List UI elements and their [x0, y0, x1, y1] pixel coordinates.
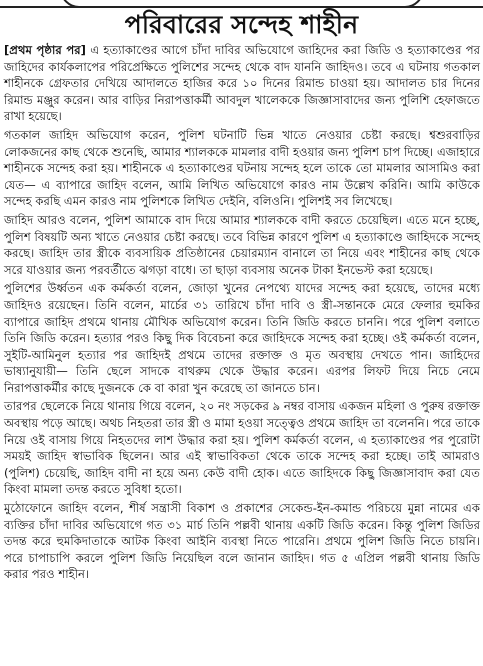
page-bottom-edge — [0, 660, 483, 666]
paragraph: পুলিশের উর্ধ্বতন এক কর্মকর্তা বলেন, জোড়া খুনের নেপথ্যে যাদের সন্দেহ করা হয়েছে, তাদের মধ্যে জাহিদও রয়েছেন। তিনি বলেন, মার্চের ৩১ তারিখে চাঁদা দাবি ও স্ত্রী-সন্তানকে মেরে ফেলার হুমকির ব্যাপারে জাহিদ প্রথমে থানায় মৌখিক অভিযোগ করেন। তিনি জিডি করতে চাননি। পরে পুলিশ বলাতে তিনি জিডি করেন। হত্যার পরও কিছু দিক বিবেচনা করে জাহিদকে সন্দেহ করা হচ্ছে। ওই কর্মকর্তা বলেন, সুইটি-আমিনুল হত্যার পর জাহিদই প্রথমে তাদের রক্তাক্ত ও মৃত অবস্থায় দেখতে পান। জাহিদের ভাষ্যানুযায়ী— তিনি ছেলে সাদকে বাথরুম থেকে উদ্ধার করেন। এরপর লিফট দিয়ে নিচে নেমে নিরাপত্তাকর্মীর কাছে দুজনকে কে বা কারা খুন করেছে তা জানতে চান। — [4, 281, 480, 395]
paragraph: তারপর ছেলেকে নিয়ে থানায় গিয়ে বলেন, ২০ নং সড়কের ৯ নম্বর বাসায় একজন মহিলা ও পুরুষ রক্তাক্ত অবস্থায় পড়ে আছে। অথচ নিহতরা তার স্ত্রী ও মামা হওয়া সত্ত্বেও প্রথমে জাহিদ তা বলেননি। পরে তাকে নিয়ে ওই বাসায় গিয়ে নিহতদের লাশ উদ্ধার করা হয়। পুলিশ কর্মকর্তা বলেন, এ হত্যাকাণ্ডের পর পুরোটা সময়ই জাহিদ স্বাভাবিক ছিলেন। আর এই স্বাভাবিকতা থেকে তাকে সন্দেহ করা হচ্ছে। তাই আমরাও (পুলিশ) চেয়েছি, জাহিদ বাদী না হয়ে অন্য কেউ বাদী হোক। এতে জাহিদকে কিছু জিজ্ঞাসাবাদ করা যেত কিংবা মামলা তদন্ত করতে সুবিধা হতো। — [4, 399, 480, 497]
paragraph: গতকাল জাহিদ অভিযোগ করেন, পুলিশ ঘটনাটি ভিন্ন খাতে নেওয়ার চেষ্টা করছে। শ্বশুরবাড়ির লোকজনের কাছ থেকে শুনেছি, আমার শ্যালককে মামলার বাদী হওয়ার জন্য পুলিশ চাপ দিচ্ছে। এজাহারে শাহীনকে সন্দেহ করা হয়। শাহীনকে এ হত্যাকাণ্ডের ঘটনায় সন্দেহ হলে তাকে তো মামলার আসামিও করা যেত— এ ব্যাপারে জাহিদ বলেন, আমি লিখিত অভিযোগে কারও নাম উল্লেখ করিনি। আমি কাউকে সন্দেহ করছি এমন কারও নাম পুলিশকে লিখিত দেইনি, বলিওনি। পুলিশই সব লিখেছে। — [4, 127, 480, 209]
article-body — [4, 42, 480, 585]
continued-tag: [প্রথম পৃষ্ঠার পর] — [4, 43, 86, 57]
paragraph — [4, 42, 480, 125]
masthead-frame — [60, 0, 424, 8]
paragraph: মুঠোফোনে জাহিদ বলেন, শীর্ষ সন্ত্রাসী বিকাশ ও প্রকাশের সেকেন্ড-ইন-কমান্ড পরিচয়ে মুন্না নামের এক ব্যক্তির চাঁদা দাবির অভিযোগে গত ৩১ মার্চ তিনি পল্লবী থানায় একটি জিডি করেন। কিন্তু পুলিশ জিডির তদন্ত করে হুমকিদাতাকে আটক কিংবা আইনি ব্যবস্থা নিতে পারেনি। প্রথমে পুলিশ জিডি নিতে চায়নি। পরে চাপাচাপি করলে পুলিশ জিডি নিয়েছিল বলে জানান জাহিদ। গত ৫ এপ্রিল পল্লবী থানায় জিডি করার পরও শাহীন। — [4, 501, 480, 582]
paragraph: জাহিদ আরও বলেন, পুলিশ আমাকে বাদ দিয়ে আমার শ্যালককে বাদী করতে চেয়েছিল। এতে মনে হচ্ছে, পুলিশ বিষয়টি অন্য খাতে নেওয়ার চেষ্টা করছে। তবে বিভিন্ন কারণে পুলিশ এ হত্যাকাণ্ডে জাহিদকে সন্দেহ করছে। জাহিদ তার স্ত্রীকে ব্যবসায়িক প্রতিষ্ঠানের চেয়ারম্যান বানালে তা নিয়ে এবং শাহীনের কাছ থেকে সরে যাওয়ার জন্য পরবর্তীতে ঝগড়া বাধে। তা ছাড়া ব্যবসায় অনেক টাকা ইনভেস্ট করা হয়েছে। — [4, 212, 480, 277]
article-headline: পরিবারের সন্দেহ শাহীন — [124, 10, 359, 39]
paragraph-text: এ হত্যাকাণ্ডের আগে চাঁদা দাবির অভিযোগে জাহিদের করা জিডি ও হত্যাকাণ্ডের পর জাহিদের কার্যকলাপের পরিপ্রেক্ষিতে পুলিশের সন্দেহ থেকে বাদ যাননি জাহিদও। তবে এ ঘটনায় গতকাল শাহীনকে গ্রেফতার দেখিয়ে আদালতে হাজির করে ১০ দিনের রিমান্ড চাওয়া হয়। আদালত চার দিনের রিমান্ড মঞ্জুর করেন। আর বাড়ির নিরাপত্তাকর্মী আবদুল খালেককে জিজ্ঞাসাবাদের জন্য পুলিশি হেফাজতে রাখা হয়েছে। — [4, 43, 480, 124]
